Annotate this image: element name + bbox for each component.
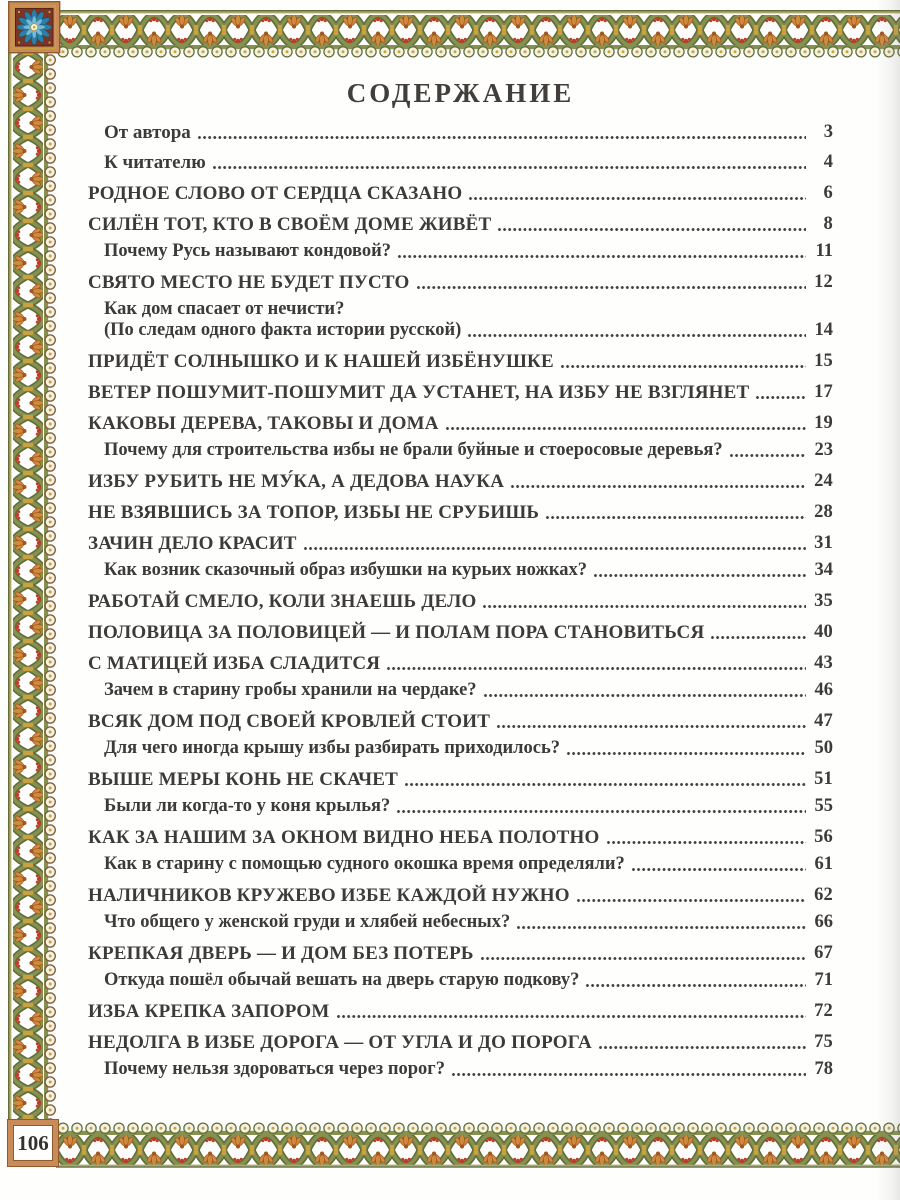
toc-page-number: 6 (823, 183, 833, 203)
toc-entry (88, 471, 833, 492)
toc-page-number: 14 (814, 320, 833, 340)
toc-page-number: 23 (814, 440, 833, 460)
toc-page-number: 75 (814, 1032, 833, 1052)
toc-page-number: 35 (814, 591, 833, 611)
toc-page-number: 43 (814, 653, 833, 673)
toc-entry (88, 912, 833, 933)
dot-leader (598, 1032, 806, 1053)
dot-leader (468, 183, 806, 204)
dot-leader (303, 533, 806, 554)
dot-leader (560, 351, 806, 372)
toc-entry-title: ПРИДЁТ СОЛНЫШКО И К НАШЕЙ ИЗБЁНУШКЕ (88, 351, 554, 372)
scan-edge-shadow (876, 0, 900, 1200)
dot-leader (729, 440, 806, 461)
toc-entry (88, 622, 833, 643)
toc-page-number: 15 (814, 351, 833, 371)
dot-leader (480, 943, 806, 964)
toc-page-number: 50 (814, 738, 833, 758)
toc-entry-title: Как в старину с помощью судного окошка время определяли? (104, 854, 625, 874)
toc-entry-title: ПОЛОВИЦА ЗА ПОЛОВИЦЕЙ — И ПОЛАМ ПОРА СТАНОВИТЬСЯ (88, 622, 705, 643)
toc-entry-title: РАБОТАЙ СМЕЛО, КОЛИ ЗНАЕШЬ ДЕЛО (88, 591, 477, 612)
toc-entry-title: Почему Русь называют кондовой? (104, 241, 392, 261)
dot-leader (631, 854, 806, 875)
toc-entry (88, 796, 833, 817)
toc-page-number: 19 (814, 413, 833, 433)
dot-leader (496, 711, 806, 732)
dot-leader (497, 214, 806, 235)
toc-entry-title: Что общего у женской груди и хлябей небесных? (104, 912, 511, 932)
toc-entry (88, 653, 833, 674)
toc-entry (88, 1032, 833, 1053)
toc-entry (88, 943, 833, 964)
dot-leader (404, 769, 806, 790)
dot-leader (755, 382, 806, 403)
toc-entry-title: Откуда пошёл обычай вешать на дверь старую подкову? (104, 970, 580, 990)
toc-entry-title: СИЛЁН ТОТ, КТО В СВОЁМ ДОМЕ ЖИВЁТ (88, 214, 492, 235)
toc-page-number: 31 (814, 533, 833, 553)
table-of-contents (88, 76, 833, 1080)
toc-entry (88, 680, 833, 701)
toc-entry-title: КАКОВЫ ДЕРЕВА, ТАКОВЫ И ДОМА (88, 413, 439, 434)
toc-page-number: 24 (814, 471, 833, 491)
toc-entry-title: Почему для строительства избы не брали буйные и стоеросовые деревья? (104, 440, 723, 460)
dot-leader (710, 622, 806, 643)
toc-page-number: 34 (814, 560, 833, 580)
dot-leader (566, 738, 806, 759)
ornamental-border-top (56, 10, 900, 58)
toc-entry (88, 502, 833, 523)
toc-entry (88, 241, 833, 262)
toc-entry (88, 351, 833, 372)
toc-entry (88, 272, 833, 293)
corner-flower-medallion (9, 2, 60, 53)
toc-entry (88, 827, 833, 848)
toc-page-number: 71 (814, 970, 833, 990)
toc-entry-title: СВЯТО МЕСТО НЕ БУДЕТ ПУСТО (88, 272, 410, 293)
dot-leader (467, 320, 806, 341)
dot-leader (516, 912, 806, 933)
toc-page-number: 67 (814, 943, 833, 963)
toc-entry-title: От автора (104, 122, 191, 143)
dot-leader (545, 502, 806, 523)
toc-entry (88, 591, 833, 612)
dot-leader (482, 591, 806, 612)
ornamental-border-left (8, 53, 57, 1122)
toc-entry (88, 854, 833, 875)
toc-page-number: 61 (814, 854, 833, 874)
dot-leader (510, 471, 806, 492)
dot-leader (483, 680, 806, 701)
ornamental-border-bottom (56, 1122, 900, 1168)
toc-entry-title: НЕДОЛГА В ИЗБЕ ДОРОГА — ОТ УГЛА И ДО ПОРОГА (88, 1032, 592, 1053)
toc-entry (88, 183, 833, 204)
blue-flower-icon (17, 10, 52, 45)
toc-page-number: 78 (814, 1059, 833, 1079)
toc-page-number: 72 (814, 1001, 833, 1021)
dot-leader (593, 560, 806, 581)
toc-page-number: 47 (814, 711, 833, 731)
toc-entry (88, 320, 833, 341)
dot-leader (445, 413, 806, 434)
toc-entry (88, 769, 833, 790)
toc-entry-title: КАК ЗА НАШИМ ЗА ОКНОМ ВИДНО НЕБА ПОЛОТНО (88, 827, 600, 848)
toc-page-number: 12 (814, 272, 833, 292)
dot-leader (416, 272, 806, 293)
toc-page-number: 28 (814, 502, 833, 522)
toc-entry-title: ВЕТЕР ПОШУМИТ-ПОШУМИТ ДА УСТАНЕТ, НА ИЗБУ НЕ ВЗГЛЯНЕТ (88, 382, 750, 403)
toc-entry-title: Как дом спасает от нечисти? (104, 299, 345, 319)
toc-page-number: 66 (814, 912, 833, 932)
toc-entry (88, 440, 833, 461)
toc-page-number: 11 (815, 241, 833, 261)
toc-page-number: 51 (814, 769, 833, 789)
dot-leader (576, 885, 806, 906)
folio-page-number: 106 (17, 1130, 49, 1155)
toc-entry-title: Зачем в старину гробы хранили на чердаке? (104, 680, 477, 700)
toc-page-number: 4 (823, 152, 833, 172)
toc-entry (88, 299, 833, 320)
toc-entry-title: К читателю (104, 152, 206, 173)
toc-entry (88, 560, 833, 581)
toc-entry (88, 970, 833, 991)
toc-entry-title: ЗАЧИН ДЕЛО КРАСИТ (88, 533, 297, 554)
toc-page-number: 62 (814, 885, 833, 905)
toc-entry (88, 1001, 833, 1022)
toc-entry-title: Почему нельзя здороваться через порог? (104, 1059, 445, 1079)
toc-entry-title: НЕ ВЗЯВШИСЬ ЗА ТОПОР, ИЗБЫ НЕ СРУБИШЬ (88, 502, 540, 523)
dot-leader (451, 1059, 806, 1080)
toc-page-number: 55 (814, 796, 833, 816)
toc-page-number: 17 (814, 382, 833, 402)
dot-leader (585, 970, 806, 991)
dot-leader (197, 122, 806, 143)
page-number-plate (8, 1120, 58, 1166)
dot-leader (212, 152, 806, 173)
toc-entry-title: ВСЯК ДОМ ПОД СВОЕЙ КРОВЛЕЙ СТОИТ (88, 711, 491, 732)
toc-entry-title: Как возник сказочный образ избушки на курьих ножках? (104, 560, 587, 580)
toc-page-number: 40 (814, 622, 833, 642)
toc-entry-title: КРЕПКАЯ ДВЕРЬ — И ДОМ БЕЗ ПОТЕРЬ (88, 943, 474, 964)
toc-entry (88, 533, 833, 554)
toc-entry-title: С МАТИЦЕЙ ИЗБА СЛАДИТСЯ (88, 653, 381, 674)
toc-entry-title: ИЗБУ РУБИТЬ НЕ МУ́КА, А ДЕДОВА НАУКА (88, 471, 505, 492)
dot-leader (336, 1001, 806, 1022)
toc-entry (88, 214, 833, 235)
toc-entry (88, 885, 833, 906)
toc-entry (88, 152, 833, 173)
toc-entry-title: Были ли когда-то у коня крылья? (104, 796, 391, 816)
page-title: СОДЕРЖАНИЕ (346, 78, 575, 108)
dot-leader (606, 827, 807, 848)
toc-entry (88, 1059, 833, 1080)
toc-entry (88, 382, 833, 403)
toc-entry-title: Для чего иногда крышу избы разбирать приходилось? (104, 738, 560, 758)
toc-list (88, 122, 833, 1080)
toc-entry-title: РОДНОЕ СЛОВО ОТ СЕРДЦА СКАЗАНО (88, 183, 463, 204)
toc-page-number: 8 (823, 214, 833, 234)
dot-leader (397, 241, 806, 262)
toc-page-number: 46 (814, 680, 833, 700)
toc-page-number: 3 (823, 122, 833, 142)
toc-entry (88, 738, 833, 759)
toc-entry (88, 122, 833, 143)
toc-entry-title: ИЗБА КРЕПКА ЗАПОРОМ (88, 1001, 330, 1022)
toc-entry-title: ВЫШЕ МЕРЫ КОНЬ НЕ СКАЧЕТ (88, 769, 399, 790)
toc-entry (88, 711, 833, 732)
toc-page-number: 56 (814, 827, 833, 847)
toc-entry (88, 413, 833, 434)
dot-leader (386, 653, 806, 674)
toc-entry-title: НАЛИЧНИКОВ КРУЖЕВО ИЗБЕ КАЖДОЙ НУЖНО (88, 885, 570, 906)
dot-leader (396, 796, 806, 817)
toc-entry-title: (По следам одного факта истории русской) (104, 320, 462, 340)
